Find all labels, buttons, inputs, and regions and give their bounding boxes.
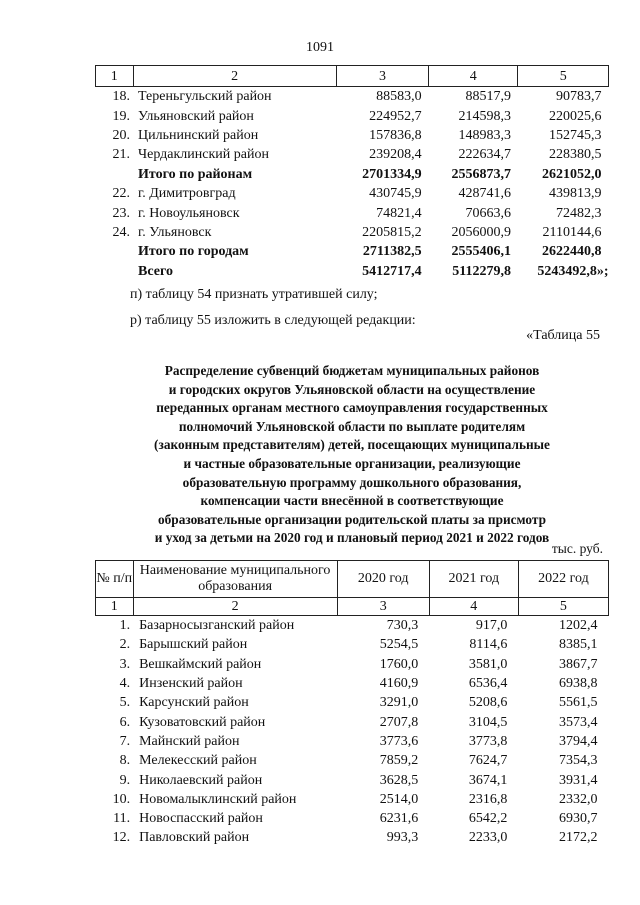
table-row (96, 616, 609, 636)
value-2020: 74821,4 (376, 205, 422, 221)
row-number: 21. (112, 147, 131, 163)
table-row (96, 106, 609, 125)
total-row (96, 242, 609, 261)
value-2021: 2316,8 (468, 791, 508, 807)
row-number: 12. (112, 830, 131, 846)
value-2022: 72482,3 (556, 205, 602, 221)
row-name: Кузоватовский район (139, 714, 266, 730)
paragraph-p: п) таблицу 54 признать утратившей силу; (130, 287, 378, 302)
title-line: (законным представителям) детей, посещающих муниципальные (154, 437, 550, 453)
table-reference: «Таблица 55 (526, 328, 600, 343)
value-2021: 3773,8 (468, 733, 508, 749)
value-2022: 8385,1 (559, 637, 598, 653)
value-2021: 214598,3 (458, 108, 511, 124)
row-name: Итого по районам (138, 166, 253, 182)
header-cell: 2 (133, 66, 336, 87)
header-year-2021: 2021 год (429, 561, 518, 598)
row-number: 2. (119, 637, 131, 653)
table-row (96, 770, 609, 789)
value-2022: 90783,7 (556, 89, 602, 105)
value-2020: 2205815,2 (362, 224, 422, 240)
table-row (96, 674, 609, 693)
table-row (96, 790, 609, 809)
row-name: г. Новоульяновск (138, 205, 240, 221)
row-number: 22. (112, 186, 131, 202)
value-2022: 3867,7 (559, 656, 598, 672)
value-2022: 3931,4 (559, 772, 598, 788)
table-row (96, 145, 609, 164)
value-2022: 5561,5 (559, 695, 598, 711)
value-2021: 8114,6 (469, 637, 508, 653)
table-row (96, 126, 609, 145)
title-line: и уход за детьми на 2020 год и плановый период 2021 и 2022 годов (154, 530, 550, 546)
page-number: 1091 (306, 40, 334, 55)
value-2022: 6930,7 (559, 811, 598, 827)
value-2022: 1202,4 (559, 618, 598, 634)
table-row (96, 635, 609, 654)
table-row (96, 203, 609, 222)
value-2021: 2233,0 (468, 830, 508, 846)
row-number: 18. (112, 89, 131, 105)
value-2021: 88517,9 (465, 89, 511, 105)
value-2020: 224952,7 (369, 108, 422, 124)
table-title (95, 362, 609, 548)
value-2022: 7354,3 (559, 753, 598, 769)
value-2021: 6536,4 (468, 676, 508, 692)
index-cell: 5 (518, 598, 608, 616)
table-row (96, 751, 609, 770)
title-line: компенсации части внесённой в соответствующие (200, 493, 504, 509)
table-row (96, 184, 609, 203)
row-name: Мелекесский район (139, 753, 257, 769)
value-2022: 2110144,6 (542, 224, 602, 240)
header-year-2022: 2022 год (518, 561, 608, 598)
value-2022: 439813,9 (549, 186, 602, 202)
row-number: 1. (119, 618, 131, 634)
value-2020: 2701334,9 (362, 166, 422, 182)
table-row (96, 828, 609, 847)
row-name: Новоспасский район (139, 811, 263, 827)
value-2021: 2556873,7 (451, 166, 511, 182)
value-2022: 2332,0 (559, 791, 598, 807)
value-2022: 2621052,0 (542, 166, 602, 182)
row-name: Барышский район (139, 637, 248, 653)
title-line: образовательные организации родительской платы за присмотр (158, 511, 546, 527)
row-name: Карсунский район (139, 695, 249, 711)
value-2021: 148983,3 (458, 127, 511, 143)
value-2020: 7859,2 (379, 753, 419, 769)
title-line: образовательную программу дошкольного образования, (182, 474, 522, 490)
header-cell: 5 (518, 66, 609, 87)
unit-label: тыс. руб. (551, 541, 603, 556)
value-2020: 993,3 (386, 830, 419, 846)
header-number: № п/п (96, 561, 134, 598)
value-2022: 3573,4 (559, 714, 598, 730)
table-index-row (96, 598, 609, 616)
value-2021: 222634,7 (458, 147, 511, 163)
row-number: 3. (119, 656, 131, 672)
value-2020: 1760,0 (379, 656, 419, 672)
row-number (96, 262, 134, 281)
row-number (96, 242, 134, 261)
value-2020: 430745,9 (369, 186, 422, 202)
row-number: 6. (119, 714, 131, 730)
subvention-table-continued (95, 65, 609, 281)
row-number: 24. (112, 224, 131, 240)
value-2020: 6231,6 (379, 811, 419, 827)
row-name: Николаевский район (139, 772, 263, 788)
header-year-2020: 2020 год (337, 561, 429, 598)
table-row (96, 655, 609, 674)
value-2020: 157836,8 (369, 127, 422, 143)
value-2021: 428741,6 (458, 186, 511, 202)
row-name: Всего (138, 263, 173, 279)
value-2022: 220025,6 (549, 108, 602, 124)
row-number: 11. (113, 811, 131, 827)
value-2022: 228380,5 (549, 147, 602, 163)
row-name: г. Ульяновск (138, 224, 212, 240)
index-cell: 3 (337, 598, 429, 616)
value-2021: 6542,2 (468, 811, 508, 827)
title-line: и городских округов Ульяновской области на осуществление (168, 381, 536, 397)
index-cell: 4 (429, 598, 518, 616)
value-2020: 2711382,5 (362, 244, 422, 260)
value-2021: 3581,0 (468, 656, 508, 672)
row-name: Тереньгульский район (138, 89, 272, 105)
value-2021: 2056000,9 (451, 224, 511, 240)
value-2020: 3773,6 (379, 733, 419, 749)
row-number: 8. (119, 753, 131, 769)
total-row (96, 262, 609, 281)
row-name: Базарносызганский район (139, 618, 295, 634)
row-name: Вешкаймский район (139, 656, 262, 672)
row-number: 9. (119, 772, 131, 788)
row-number: 5. (119, 695, 131, 711)
value-2020: 2707,8 (379, 714, 419, 730)
row-number: 7. (119, 733, 131, 749)
row-name: Ульяновский район (138, 108, 254, 124)
value-2022: 6938,8 (559, 676, 598, 692)
table-header-row (96, 561, 609, 598)
value-2020: 5412717,4 (362, 263, 422, 279)
row-name: Инзенский район (139, 676, 243, 692)
title-line: переданных органам местного самоуправления государственных (156, 400, 548, 416)
header-name: Наименование муниципального образования (133, 561, 337, 598)
index-cell: 1 (96, 598, 134, 616)
value-2020: 5254,5 (379, 637, 419, 653)
row-number (96, 165, 134, 184)
subvention-table-55 (95, 560, 609, 848)
value-2020: 3291,0 (379, 695, 419, 711)
value-2021: 917,0 (475, 618, 508, 634)
row-number: 4. (119, 676, 131, 692)
table-row (96, 223, 609, 242)
value-2021: 5208,6 (468, 695, 508, 711)
title-line: полномочий Ульяновской области по выплате родителям (178, 418, 526, 434)
title-line: и частные образовательные организации, реализующие (183, 455, 521, 471)
table-row (96, 87, 609, 107)
paragraph-r: р) таблицу 55 изложить в следующей редакции: (130, 313, 416, 328)
row-name: Новомалыклинский район (139, 791, 297, 807)
value-2022: 3794,4 (559, 733, 598, 749)
row-name: Цильнинский район (138, 127, 259, 143)
value-2020: 730,3 (386, 618, 419, 634)
row-name: Павловский район (139, 830, 250, 846)
value-2021: 3674,1 (468, 772, 508, 788)
table-row (96, 732, 609, 751)
value-2021: 70663,6 (465, 205, 511, 221)
total-row (96, 165, 609, 184)
value-2020: 3628,5 (379, 772, 419, 788)
row-name: Майнский район (139, 733, 240, 749)
value-2022: 5243492,8»; (537, 263, 609, 279)
value-2020: 4160,9 (379, 676, 419, 692)
row-name: Итого по городам (138, 244, 249, 260)
row-number: 23. (112, 205, 131, 221)
row-number: 20. (112, 127, 131, 143)
row-name: Чердаклинский район (138, 147, 269, 163)
value-2021: 2555406,1 (451, 244, 511, 260)
title-line: Распределение субвенций бюджетам муниципальных районов (164, 363, 540, 378)
value-2022: 152745,3 (549, 127, 602, 143)
table-row (96, 693, 609, 712)
value-2021: 5112279,8 (452, 263, 511, 279)
table-row (96, 809, 609, 828)
value-2020: 2514,0 (379, 791, 419, 807)
table-header-row (96, 66, 609, 87)
value-2020: 239208,4 (369, 147, 422, 163)
row-name: г. Димитровград (138, 186, 236, 202)
index-cell: 2 (133, 598, 337, 616)
table-row (96, 712, 609, 731)
header-cell: 3 (336, 66, 428, 87)
header-cell: 4 (429, 66, 518, 87)
value-2021: 7624,7 (468, 753, 508, 769)
value-2022: 2172,2 (559, 830, 598, 846)
value-2021: 3104,5 (468, 714, 508, 730)
value-2020: 88583,0 (376, 89, 422, 105)
row-number: 10. (112, 791, 131, 807)
value-2022: 2622440,8 (542, 244, 602, 260)
header-cell: 1 (96, 66, 134, 87)
row-number: 19. (112, 108, 131, 124)
